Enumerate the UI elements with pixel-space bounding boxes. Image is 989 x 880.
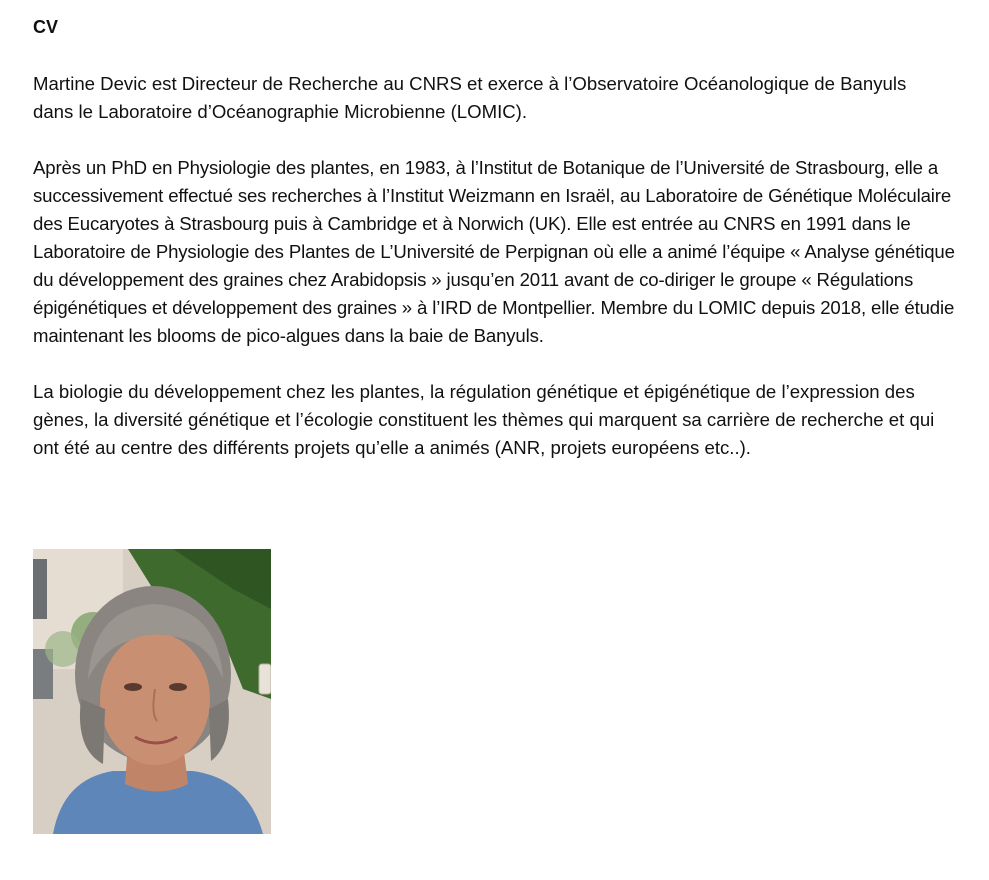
paragraph-intro: Martine Devic est Directeur de Recherche au CNRS et exerce à l’Observatoire Océanologique de Banyuls dans le Laboratoire d’Océanographie Microbienne (LOMIC). bbox=[33, 73, 907, 122]
paragraph-career: Après un PhD en Physiologie des plantes, en 1983, à l’Institut de Botanique de l’Université de Strasbourg, elle a successivement effectué ses recherches à l’Institut Weizmann en Israël, au Laboratoire de Génétique Moléculaire des Eucaryotes à Strasbourg puis à Cambridge et à Norwich (UK). Elle est entrée au CNRS en 1991 dans le Laboratoire de Physiologie des Plantes de L’Université de Perpignan où elle a animé l’équipe « Analyse génétique du développement des graines chez Arabidopsis » jusqu’en 2011 avant de co-diriger le groupe « Régulations épigénétiques et développement des graines » à l’IRD de Montpellier. Membre du LOMIC depuis 2018, elle étudie maintenant les blooms de pico-algues dans la baie de Banyuls. bbox=[33, 157, 955, 346]
face bbox=[100, 633, 210, 765]
portrait-photo bbox=[33, 549, 271, 834]
portrait-illustration bbox=[33, 549, 271, 834]
paragraph-research-themes: La biologie du développement chez les plantes, la régulation génétique et épigénétique de l’expression des gènes, la diversité génétique et l’écologie constituent les thèmes qui marquent sa carrière de recherche et qui ont été au centre des différents projets qu’elle a animés (ANR, projets européens etc..). bbox=[33, 381, 935, 458]
document-title: CV bbox=[33, 17, 59, 37]
cv-document bbox=[33, 14, 973, 490]
